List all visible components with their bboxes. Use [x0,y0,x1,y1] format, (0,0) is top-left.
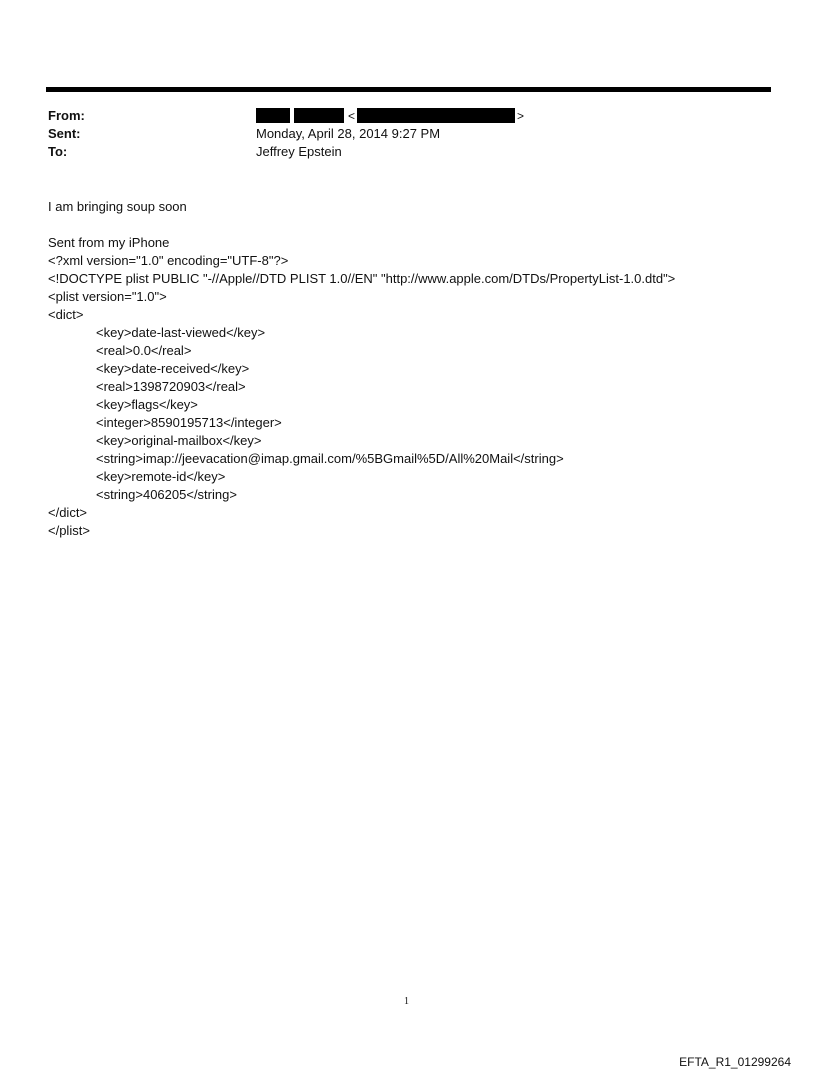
dict-entry-line: <key>flags</key> [96,397,198,412]
dict-entry-line: <string>406205</string> [96,487,237,502]
to-label: To: [48,144,68,159]
page-number: 1 [404,996,409,1007]
dict-open-line: <dict> [48,307,84,322]
dict-entry-line: <key>original-mailbox</key> [96,433,262,448]
dict-entry-line: <integer>8590195713</integer> [96,415,282,430]
plist-close-line: </plist> [48,523,90,538]
dict-entry-line: <real>1398720903</real> [96,379,246,394]
dict-entry-line: <key>date-last-viewed</key> [96,325,266,340]
plist-open-line: <plist version="1.0"> [48,289,167,304]
bates-number: EFTA_R1_01299264 [679,1055,791,1069]
dict-entry-line: <string>imap://jeevacation@imap.gmail.com/%5BGmail%5D/All%20Mail</string> [96,451,564,466]
signature-text: Sent from my iPhone [48,235,170,250]
redaction-bar-sender-last-name [294,108,344,123]
redaction-bar-sender-first-name [256,108,290,123]
header-divider-rule [46,87,771,92]
dict-close-line: </dict> [48,505,88,520]
to-value: Jeffrey Epstein [256,144,342,159]
dict-entry-line: <key>remote-id</key> [96,469,226,484]
from-close-angle: > [517,109,525,123]
message-text: I am bringing soup soon [48,199,187,214]
from-open-angle: < [348,109,356,123]
xml-declaration-line: <?xml version="1.0" encoding="UTF-8"?> [48,253,289,268]
redaction-bar-sender-email [357,108,515,123]
doctype-line: <!DOCTYPE plist PUBLIC "-//Apple//DTD PLIST 1.0//EN" "http://www.apple.com/DTDs/PropertyList-1.0.dtd"> [48,271,676,286]
sent-value: Monday, April 28, 2014 9:27 PM [256,126,441,141]
sent-label: Sent: [48,126,81,141]
dict-entry-line: <key>date-received</key> [96,361,250,376]
from-label: From: [48,108,85,123]
dict-entry-line: <real>0.0</real> [96,343,192,358]
